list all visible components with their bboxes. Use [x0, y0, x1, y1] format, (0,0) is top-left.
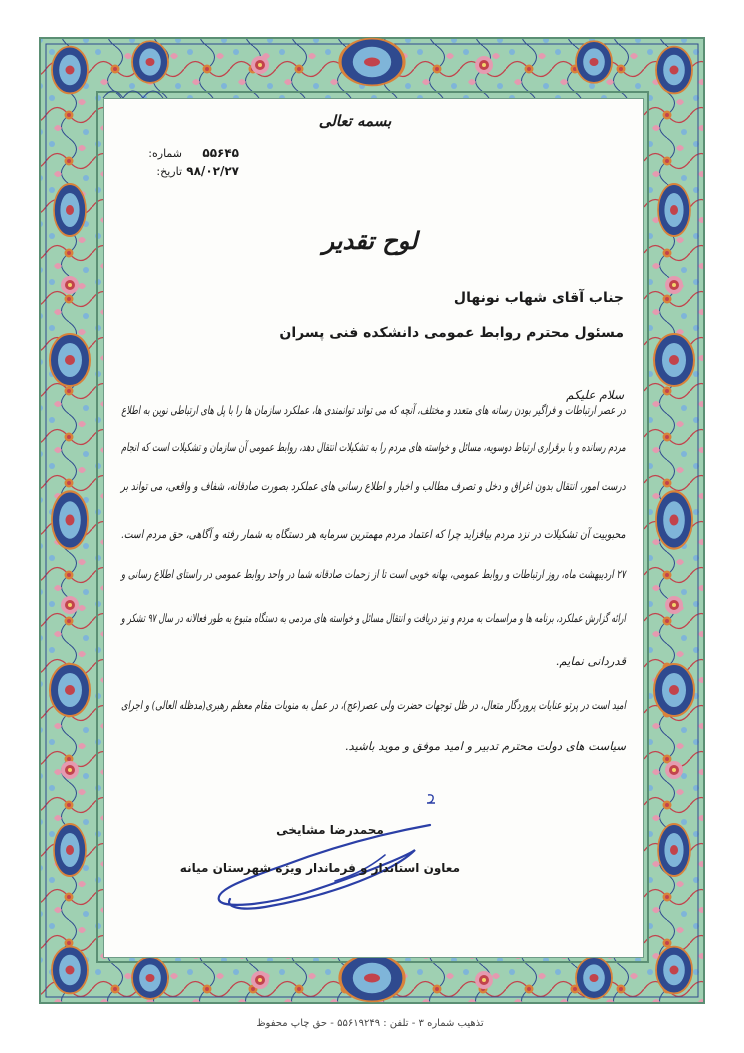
body-line: مردم رسانده و با برقراری ارتباط دوسویه، مسائل و خواسته های مردم را به تشکیلات انتقال دهد، روابط عمومی آن سازمان و تشکیلات است که انجام [121, 440, 626, 454]
body-line: در عصر ارتباطات و فراگیر بودن رسانه های متعدد و مختلف، آنچه که می تواند توانمندی ها، عملکرد سازمان ها را با پل های ارتباطی نوین به اطلاع [121, 403, 626, 417]
handwritten-signature [205, 795, 435, 925]
signatory-name: محمدرضا مشایخی [276, 823, 384, 837]
body-line: محبوبیت آن تشکیلات در نزد مردم بیافزاید چرا که اعتماد مردم مهمترین سرمایه هر دستگاه به شمار رفته و آگاهی، حق مردم است. [121, 527, 626, 541]
footer-print-note: تذهیب شماره ۳ - تلفن : ۵۵۶۱۹۲۴۹ - حق چاپ محفوظ [256, 1018, 484, 1029]
recipient-name: جناب آقای شهاب نونهال [453, 290, 624, 306]
number-label: شماره: [148, 147, 182, 160]
recipient-position: مسئول محترم روابط عمومی دانشکده فنی پسران [279, 325, 624, 341]
date-value: ۹۸/۰۲/۲۷ [186, 164, 239, 178]
greeting: سلام علیکم [566, 388, 624, 402]
body-line: امید است در پرتو عنایات پروردگار متعال، در ظل توجهات حضرت ولی عصر(عج)، در عمل به منویات مقام معظم رهبری(مدظله العالی) و اجرای [120, 698, 626, 712]
body-line: ۲۷ اردیبهشت ماه، روز ارتباطات و روابط عمومی، بهانه خوبی است تا از زحمات صادقانه شما در واحد روابط عمومی در راستای اطلاع رسانی و [121, 567, 626, 581]
body-line: درست امور، انتقال بدون اغراق و دخل و تصرف مطالب و اخبار و اطلاع رسانی های عملکرد بصورت صادقانه، شفاف و واقعی، می تواند بر [121, 479, 626, 493]
body-line: ارائه گزارش عملکرد، برنامه ها و مراسمات به مردم و نیز دریافت و انتقال مسائل و خواسته های مردمی به دستگاه متبوع به طور فعالانه در سال ۹۷ تشکر و [121, 611, 626, 625]
invocation-heading: بسمه تعالی [318, 112, 392, 130]
body-line: قدردانی نمایم. [555, 654, 626, 668]
certificate-title: لوح تقدیر [322, 226, 418, 255]
body-line: سیاست های دولت محترم تدبیر و امید موفق و موید باشید. [344, 739, 626, 753]
signatory-title: معاون استاندار و فرماندار ویژه شهرستان میانه [179, 861, 460, 875]
date-label: تاریخ: [156, 165, 182, 178]
number-value: ۵۵۶۴۵ [202, 146, 239, 160]
